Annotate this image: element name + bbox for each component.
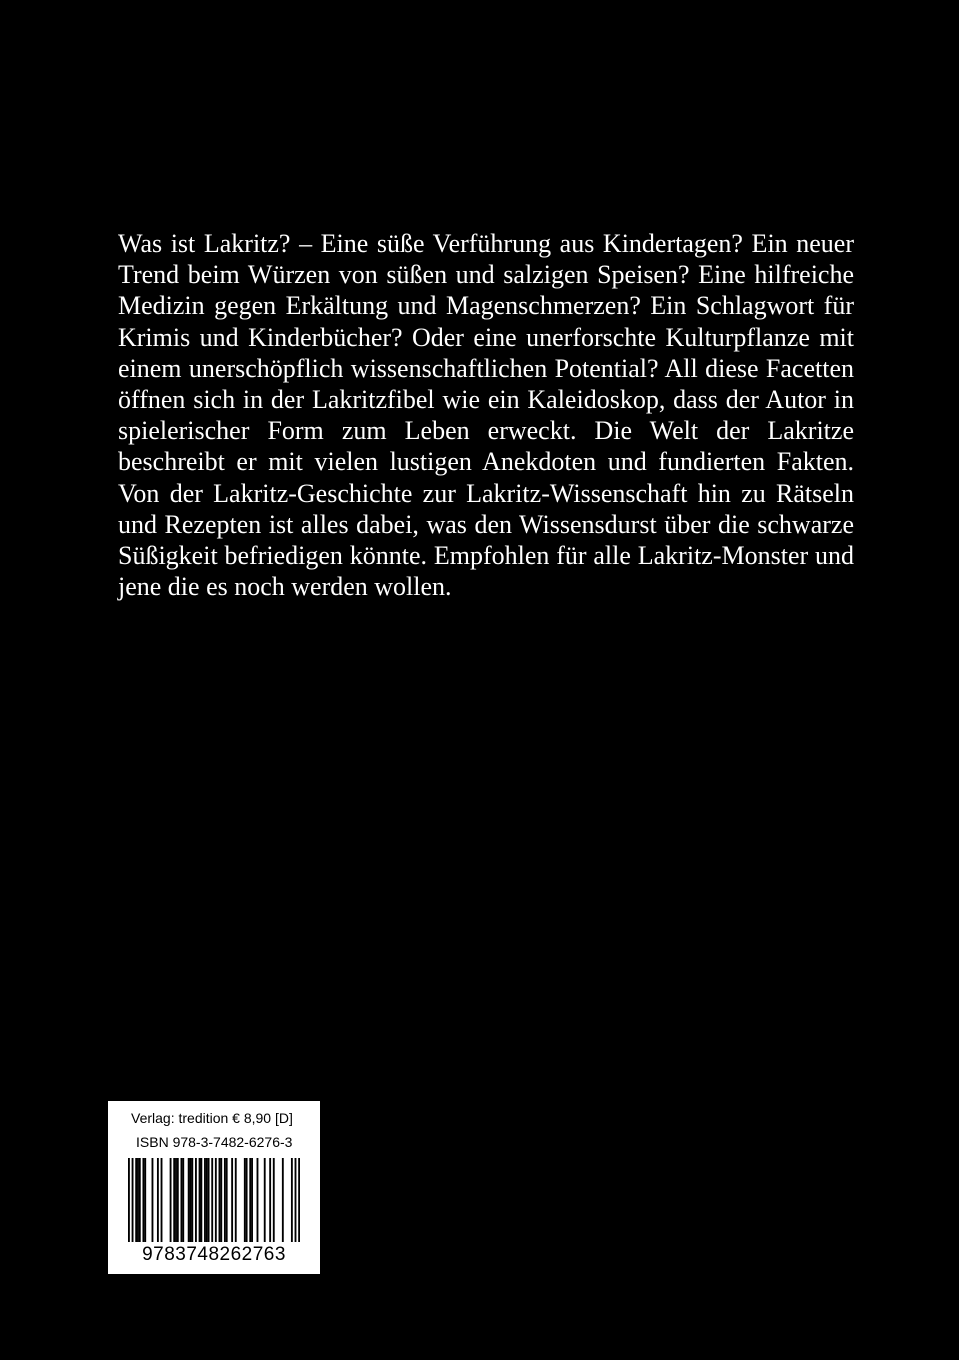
barcode-bar xyxy=(191,1158,193,1242)
barcode-bars xyxy=(128,1158,300,1242)
barcode-bar xyxy=(200,1158,202,1242)
barcode-bar xyxy=(144,1158,146,1242)
barcode-bar xyxy=(224,1158,226,1242)
barcode-bar xyxy=(215,1158,217,1242)
back-cover-blurb: Was ist Lakritz? – Eine süße Verführung aus Kindertagen? Ein neuer Trend beim Würzen von süßen und salzigen Speisen? Eine hilfreiche Medizin gegen Erkältung und Magenschmerzen? Ein Schlagwort für Krimis und Kinderbücher? Oder eine unerforschte Kulturpflanze mit einem unerschöpflich wissenschaftlichen Potential? All diese Facetten öffnen sich in der Lakritzfibel wie ein Kaleidoskop, dass der Autor in spielerischer Form zum Leben erweckt. Die Welt der Lakritze beschreibt er mit vielen lustigen Anekdoten und fundierten Fakten. Von der Lakritz-Geschichte zur Lakritz-Wissenschaft hin zu Rätseln und Rezepten ist alles dabei, was den Wissensdurst über die schwarze Süßigkeit befriedigen könnte. Empfohlen für alle Lakritz-Monster und jene die es noch werden wollen. xyxy=(118,229,854,602)
barcode-bar xyxy=(161,1158,163,1242)
barcode-bar xyxy=(211,1158,213,1242)
barcode-bar xyxy=(244,1158,246,1242)
barcode-bar xyxy=(251,1158,253,1242)
barcode-bar xyxy=(157,1158,159,1242)
barcode-bar xyxy=(295,1158,297,1242)
barcode-bar xyxy=(170,1158,172,1242)
barcode-bar xyxy=(190,1158,192,1242)
barcode-bar xyxy=(142,1158,144,1242)
barcode-bar xyxy=(246,1158,248,1242)
barcode-bar xyxy=(135,1158,137,1242)
barcode-bar xyxy=(219,1158,221,1242)
barcode-bar xyxy=(173,1158,175,1242)
barcode-bar xyxy=(208,1158,210,1242)
barcode-bar xyxy=(139,1158,141,1242)
publisher-price-text: Verlag: tredition € 8,90 [D] xyxy=(131,1110,293,1126)
barcode-bar xyxy=(132,1158,134,1242)
barcode-bar xyxy=(249,1158,251,1242)
barcode-bar xyxy=(152,1158,154,1242)
barcode-bar xyxy=(206,1158,208,1242)
barcode-bar xyxy=(199,1158,201,1242)
barcode-bar xyxy=(273,1158,275,1242)
barcode-bar xyxy=(128,1158,130,1242)
barcode-bar xyxy=(182,1158,184,1242)
barcode-number: 9783748262763 xyxy=(142,1244,286,1265)
barcode-bar xyxy=(291,1158,293,1242)
barcode-bar xyxy=(181,1158,183,1242)
barcode-bar xyxy=(226,1158,228,1242)
barcode-bar xyxy=(204,1158,206,1242)
barcode-bar xyxy=(235,1158,237,1242)
barcode-bar xyxy=(195,1158,197,1242)
barcode-bar xyxy=(137,1158,139,1242)
barcode-bar xyxy=(220,1158,222,1242)
barcode-bar xyxy=(298,1158,300,1242)
barcode-bar xyxy=(264,1158,266,1242)
barcode-bar xyxy=(257,1158,259,1242)
barcode-label xyxy=(108,1101,320,1274)
barcode-bar xyxy=(269,1158,271,1242)
barcode-bar xyxy=(282,1158,284,1242)
isbn-text: ISBN 978-3-7482-6276-3 xyxy=(136,1134,293,1150)
barcode-bar xyxy=(188,1158,190,1242)
barcode-bar xyxy=(175,1158,177,1242)
barcode-bar xyxy=(177,1158,179,1242)
barcode-bar xyxy=(231,1158,233,1242)
